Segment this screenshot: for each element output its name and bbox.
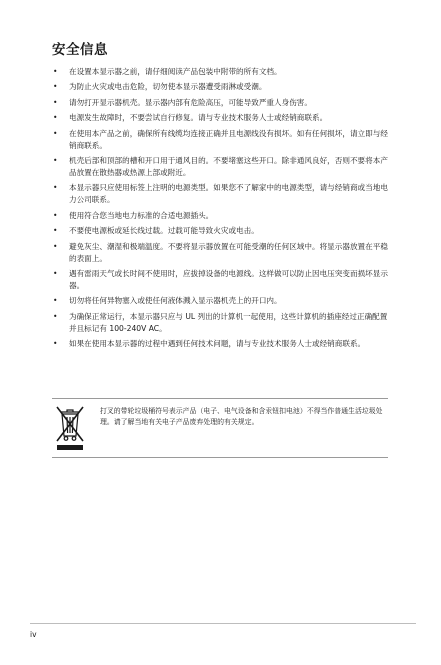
bullet-dot: • — [53, 67, 58, 76]
page-number: iv — [30, 630, 37, 639]
safety-item — [53, 66, 393, 78]
safety-item — [53, 268, 393, 292]
bullet-dot: • — [53, 339, 58, 349]
safety-item-text: 避免灰尘、潮湿和极端温度。不要将显示器放置在可能受潮的任何区域中。将显示器放置在平稳的表面上。 — [69, 241, 388, 263]
safety-item — [53, 311, 393, 335]
page-title: 安全信息 — [52, 42, 108, 58]
safety-item — [53, 225, 393, 237]
safety-item — [53, 338, 393, 350]
safety-item-text: 在设置本显示器之前，请仔细阅读产品包装中附带的所有文档。 — [69, 67, 282, 76]
safety-item — [53, 81, 393, 93]
safety-item — [53, 182, 393, 206]
safety-bullet-list — [53, 66, 393, 353]
bullet-dot: • — [53, 311, 58, 321]
safety-item — [53, 128, 393, 152]
bullet-dot: • — [53, 113, 58, 123]
bullet-dot: • — [53, 210, 58, 220]
safety-item-text: 机壳后部和顶部的槽和开口用于通风目的。不要堵塞这些开口。除非通风良好，否则不要将本产品放置在散热器或热源上部或附近。 — [69, 155, 388, 177]
crossed-out-wheeled-bin-icon — [54, 403, 86, 453]
safety-item-text: 在使用本产品之前，确保所有线缆均连接正确并且电源线没有损坏。如有任何损坏，请立即与经销商联系。 — [69, 128, 388, 150]
safety-item — [53, 241, 393, 265]
safety-item-text: 本显示器只应使用标签上注明的电源类型。如果您不了解家中的电源类型，请与经销商或当地电力公司联系。 — [69, 183, 388, 205]
safety-item-text: 如果在使用本显示器的过程中遇到任何技术问题，请与专业技术服务人士或经销商联系。 — [69, 339, 366, 349]
safety-item-text: 不要使电源板或延长线过载。过载可能导致火灾或电击。 — [69, 226, 259, 236]
bullet-dot: • — [53, 296, 58, 306]
bullet-dot: • — [53, 82, 58, 92]
bullet-dot: • — [53, 183, 58, 193]
footer-divider — [30, 623, 416, 624]
safety-item — [53, 112, 393, 124]
safety-item-text: 为确保正常运行，本显示器只应与 UL 列出的计算机一起使用，这些计算机的插座经过正确配置并且标记有 100-240V AC。 — [69, 311, 388, 333]
safety-item-text: 请勿打开显示器机壳。显示器内部有危险高压，可能导致严重人身伤害。 — [69, 97, 312, 107]
safety-item — [53, 97, 393, 109]
weee-notice — [52, 398, 388, 458]
bullet-dot: • — [53, 268, 58, 278]
safety-item-text: 使用符合您当地电力标准的合适电源插头。 — [69, 210, 214, 220]
bullet-dot: • — [53, 97, 58, 107]
safety-item-text: 遇有雷雨天气或长时间不使用时，应拔掉设备的电源线。这样做可以防止因电压突变而损坏显示器。 — [69, 268, 388, 290]
safety-item-text: 切勿将任何异物塞入或使任何液体溅入显示器机壳上的开口内。 — [69, 296, 282, 306]
bullet-dot: • — [53, 241, 58, 251]
safety-item-text: 电源发生故障时，不要尝试自行修复。请与专业技术服务人士或经销商联系。 — [69, 113, 328, 123]
bullet-dot: • — [53, 226, 58, 236]
safety-item-text: 为防止火灾或电击危险，切勿使本显示器遭受雨淋或受潮。 — [69, 82, 267, 92]
safety-item — [53, 295, 393, 307]
weee-notice-text: 打叉的带轮垃圾桶符号表示产品（电子、电气设备和含汞钮扣电池）不得当作普通生活垃圾处理。请了解当地有关电子产品废弃处理的有关规定。 — [100, 407, 383, 426]
safety-item — [53, 210, 393, 222]
bullet-dot: • — [53, 128, 58, 138]
safety-item — [53, 155, 393, 179]
bullet-dot: • — [53, 155, 58, 165]
